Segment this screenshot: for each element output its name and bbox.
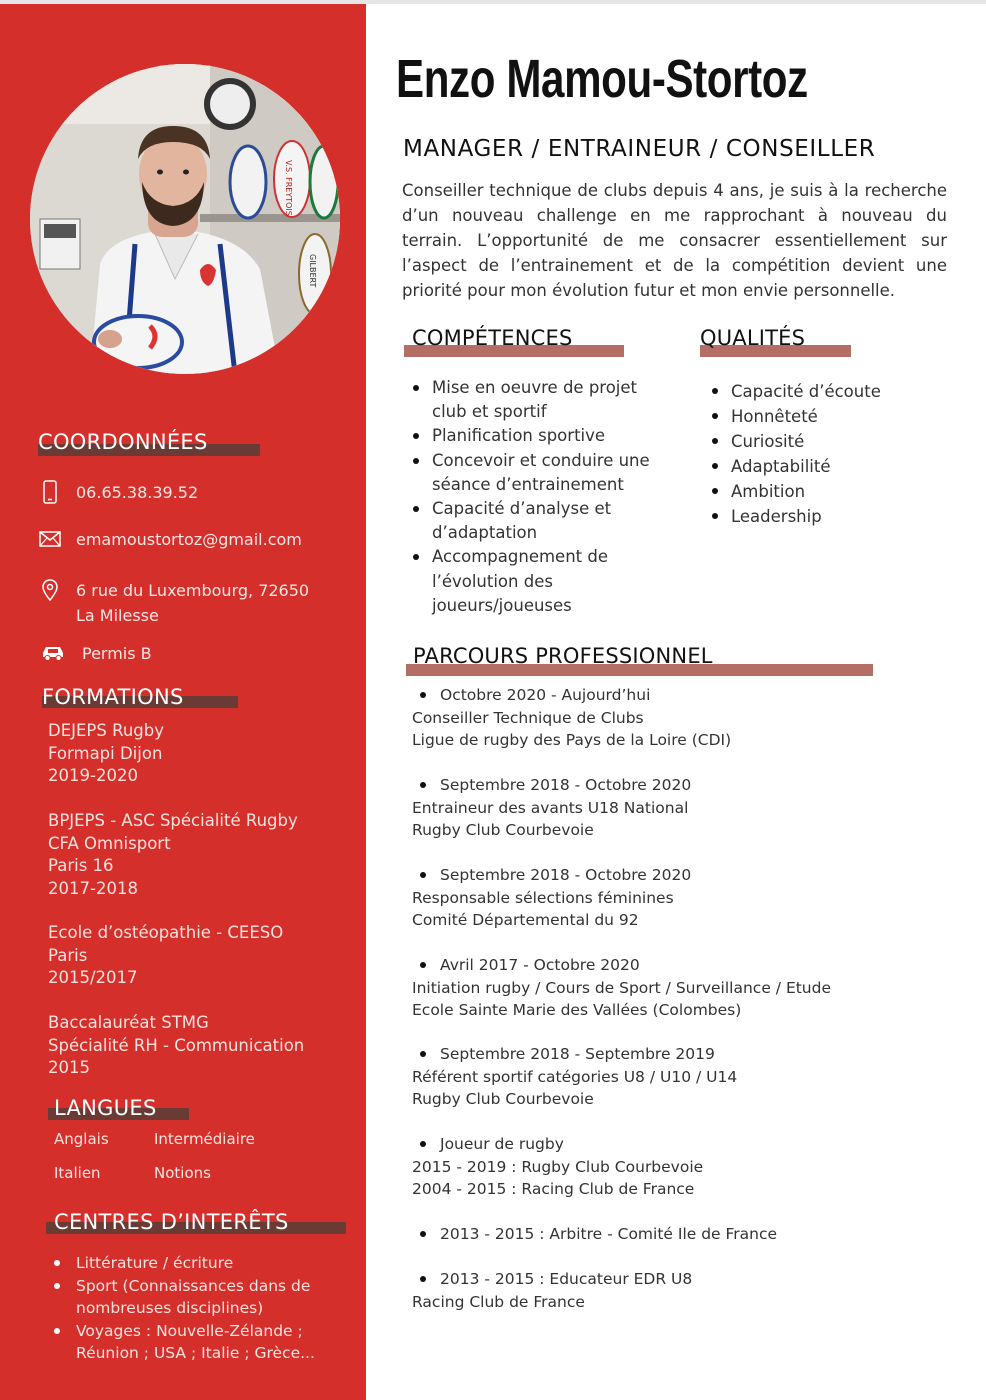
photo-ball-text-1: V.S. FREYTOIS [284,160,293,216]
job-entry [412,1043,932,1111]
list-item: Concevoir et conduire une séance d’entrainement [410,449,660,497]
phone-number[interactable]: 06.65.38.39.52 [76,483,199,502]
job-role: Référent sportif catégories U8 / U10 / U14 [412,1067,738,1086]
list-item: Littérature / écriture [48,1252,348,1275]
qualites-heading: QUALITÉS [700,326,806,350]
interets-heading: CENTRES D’INTERÊTS [54,1210,289,1234]
formation-item [48,810,298,900]
photo-ball-text-2: GILBERT [308,254,317,288]
formation-line: 2019-2020 [48,766,138,785]
job-employer: Racing Club de France [412,1292,585,1311]
formation-line: Spécialité RH - Communication [48,1035,305,1055]
list-item: Voyages : Nouvelle-Zélande ; Réunion ; USA ; Italie ; Grèce... [48,1320,348,1365]
formations-heading: FORMATIONS [42,685,184,709]
language-level: Notions [154,1164,211,1182]
sidebar [0,4,366,1400]
candidate-name: Enzo Mamou-Stortoz [396,49,808,109]
formation-item [48,1012,304,1080]
phone-icon [38,480,62,504]
job-title: MANAGER / ENTRAINEUR / CONSEILLER [403,136,876,162]
list-item: Leadership [709,504,949,529]
formation-line: CFA Omnisport [48,833,171,853]
job-entry [412,1268,932,1313]
list-item: Planification sportive [410,424,660,448]
license-row [38,641,152,666]
job-employer: Comité Départemental du 92 [412,911,639,929]
job-entry [412,954,932,1022]
email-row [38,527,302,552]
address-row [38,578,309,628]
language-name: Italien [54,1164,101,1182]
langues-heading: LANGUES [54,1096,157,1120]
language-level: Intermédiaire [154,1130,255,1148]
job-role: Conseiller Technique de Clubs [412,708,644,727]
qualites-list [709,379,949,529]
job-role: Initiation rugby / Cours de Sport / Surveillance / Etude [412,978,832,997]
list-item: Ambition [709,479,949,504]
formation-line: Paris [48,945,88,965]
job-date: Septembre 2018 - Septembre 2019 [412,1043,932,1066]
job-detail: 2004 - 2015 : Racing Club de France [412,1180,695,1198]
job-date: Avril 2017 - Octobre 2020 [412,954,932,977]
competences-list [410,376,660,618]
job-date: Septembre 2018 - Octobre 2020 [412,864,932,887]
driving-license: Permis B [82,644,152,663]
formation-line: Baccalauréat STMG [48,1013,209,1032]
list-item: Sport (Connaissances dans de nombreuses disciplines) [48,1275,348,1320]
list-item: Curiosité [709,429,949,454]
profile-photo-illustration [30,64,340,374]
formation-item [48,922,283,990]
job-role: Responsable sélections féminines [412,888,674,907]
profile-photo [30,64,340,374]
address-line-2: La Milesse [76,606,159,625]
job-date: 2013 - 2015 : Educateur EDR U8 [412,1268,932,1291]
job-detail: 2015 - 2019 : Rugby Club Courbevoie [412,1157,704,1176]
job-entry [412,1133,932,1201]
location-pin-icon [38,578,62,602]
car-icon [38,641,68,665]
formation-line: 2015/2017 [48,968,138,987]
list-item: Mise en oeuvre de projet club et sportif [410,376,660,424]
job-date: Joueur de rugby [412,1133,932,1156]
intro-paragraph: Conseiller technique de clubs depuis 4 ans, je suis à la recherche d’un nouveau challenge en me rapprochant à nouveau du terrain. L’opportunité de me consacrer essentiellement sur l’aspect de l’entrainement et de la compétition devient une priorité pour mon évolution futur et mon envie personnelle. [402,181,947,300]
job-entry [412,864,932,932]
list-item: Capacité d’analyse et d’adaptation [410,497,660,545]
list-item: Adaptabilité [709,454,949,479]
job-employer: Rugby Club Courbevoie [412,821,594,839]
phone-row [38,480,198,505]
competences-heading: COMPÉTENCES [412,326,573,350]
formation-line: Ecole d’ostéopathie - CEESO [48,923,284,942]
job-entry [412,1223,932,1246]
coordonnees-heading: COORDONNÉES [38,430,208,454]
list-item: Accompagnement de l’évolution des joueurs/joueuses [410,545,660,618]
email-address[interactable]: emamoustortoz@gmail.com [76,530,302,549]
list-item: Honnêteté [709,404,949,429]
formation-item [48,720,164,788]
job-employer: Ecole Sainte Marie des Vallées (Colombes) [412,1001,742,1019]
job-entry [412,774,932,842]
list-item: Capacité d’écoute [709,379,949,404]
job-role: Entraineur des avants U18 National [412,798,689,817]
interests-list [48,1252,348,1365]
address [76,578,309,628]
formation-line: 2017-2018 [48,878,138,898]
job-employer: Ligue de rugby des Pays de la Loire (CDI) [412,731,732,749]
formation-line: 2015 [48,1058,90,1077]
formation-line: Formapi Dijon [48,743,163,763]
job-date: 2013 - 2015 : Arbitre - Comité Ile de France [412,1223,932,1246]
parcours-heading: PARCOURS PROFESSIONNEL [413,644,713,668]
address-line-1: 6 rue du Luxembourg, 72650 [76,581,310,600]
envelope-icon [38,527,62,551]
job-date: Octobre 2020 - Aujourd’hui [412,684,932,707]
formation-line: Paris 16 [48,856,114,875]
formation-line: BPJEPS - ASC Spécialité Rugby [48,811,298,830]
job-date: Septembre 2018 - Octobre 2020 [412,774,932,797]
job-employer: Rugby Club Courbevoie [412,1090,594,1108]
job-entry [412,684,932,752]
language-name: Anglais [54,1130,109,1148]
formation-line: DEJEPS Rugby [48,721,164,740]
